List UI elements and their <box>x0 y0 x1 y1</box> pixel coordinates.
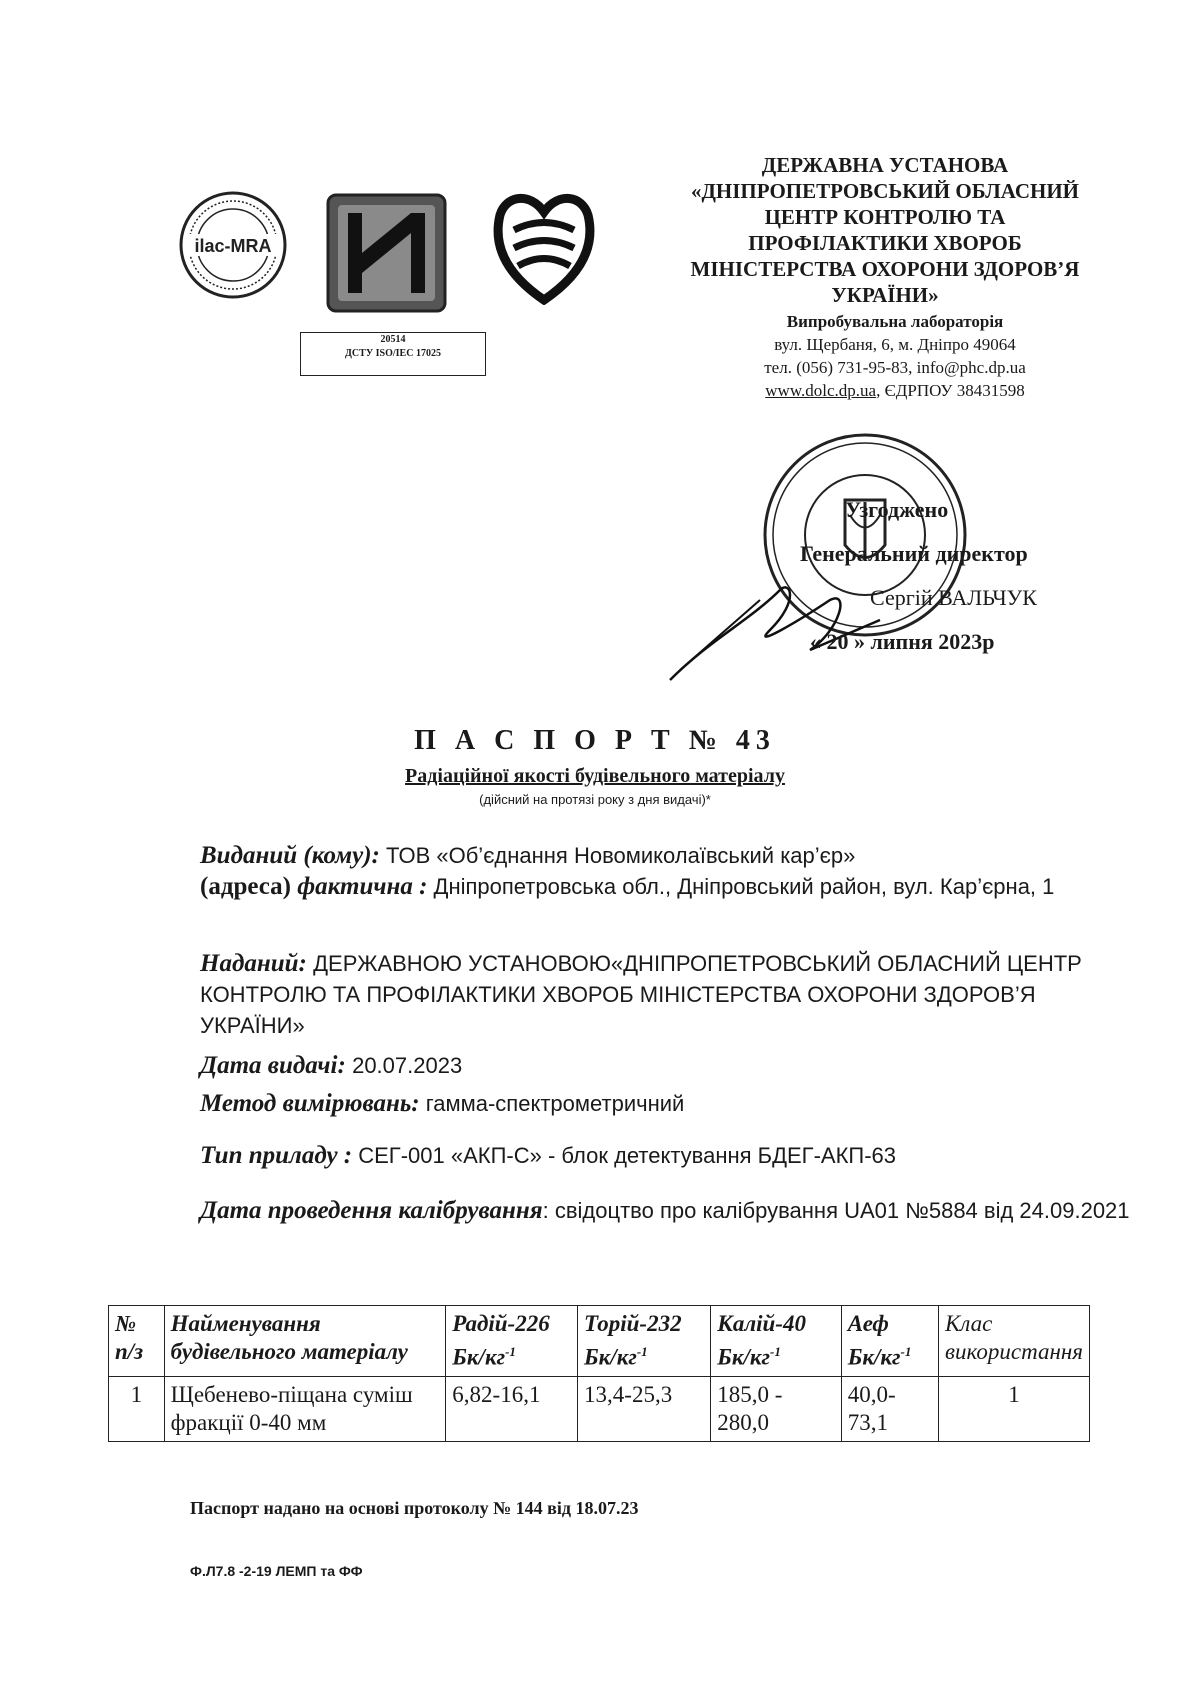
header-thorium <box>578 1306 711 1377</box>
issue-date-line <box>200 1050 1130 1081</box>
issued-to-line <box>200 840 1130 902</box>
method-line <box>200 1088 1130 1119</box>
org-line: ЦЕНТР КОНТРОЛЮ ТА <box>764 205 1006 229</box>
aef-label: Аеф <box>847 1311 889 1336</box>
unit-label: Бк/кг <box>847 1344 901 1370</box>
table-row <box>109 1376 1090 1441</box>
approval-position: Генеральний директор <box>800 541 1028 566</box>
cell-thorium: 13,4-25,3 <box>578 1376 711 1441</box>
unit-exp: -1 <box>505 1344 516 1359</box>
table-header-row <box>109 1306 1090 1377</box>
passport-title: П А С П О Р Т № 43 <box>414 725 776 756</box>
calib-label: Дата проведення калібрування <box>200 1197 543 1224</box>
org-line: УКРАЇНИ» <box>831 283 939 307</box>
issued-to-value: ТОВ «Об’єднання Новомиколаївський кар’єр» <box>379 843 856 868</box>
thorium-label: Торій-232 <box>584 1311 682 1336</box>
unit-label: Бк/кг <box>584 1344 637 1370</box>
header-aef <box>841 1306 938 1377</box>
approval-name: Сергій ВАЛЬЧУК <box>870 585 1037 610</box>
cell-num: 1 <box>109 1376 165 1441</box>
ilac-label: ilac-MRA <box>194 236 272 256</box>
approval-block <box>790 488 1100 664</box>
address-value: Дніпропетровська обл., Дніпровський район, вул. Кар’єрна, 1 <box>427 874 1055 899</box>
provided-by-line <box>200 948 1130 1041</box>
lab-address: вул. Щербаня, 6, м. Дніпро 49064 <box>774 335 1016 354</box>
laboratory-block <box>705 310 1085 402</box>
method-value: гамма-спектрометричний <box>419 1091 685 1116</box>
method-label: Метод вимірювань: <box>200 1090 420 1117</box>
date-value: 20.07.2023 <box>352 1053 463 1078</box>
header-radium <box>446 1306 578 1377</box>
cell-class: 1 <box>939 1376 1090 1441</box>
heart-shield-logo <box>490 190 598 305</box>
unit-label: Бк/кг <box>717 1344 771 1370</box>
calib-value: : свідоцтво про калібрування UA01 №5884 від 24.09.2021 <box>542 1198 1130 1223</box>
unit-label: Бк/кг <box>452 1344 506 1370</box>
radium-label: Радій-226 <box>452 1311 550 1336</box>
issued-to-label: Виданий (кому): <box>200 842 380 869</box>
unit-exp: -1 <box>636 1344 648 1359</box>
header-class: Клас використання <box>939 1306 1090 1377</box>
lab-edrpou: , ЄДРПОУ 38431598 <box>876 381 1025 400</box>
lab-name: Випробувальна лабораторія <box>786 312 1004 331</box>
unit-exp: -1 <box>900 1344 912 1359</box>
accreditation-certificate-box <box>300 332 486 376</box>
subtitle-text: Радіаційної якості будівельного матеріалу <box>405 765 785 787</box>
validity-note: (дійсний на протязі року з дня видачі)* <box>479 792 711 807</box>
unit-exp: -1 <box>770 1344 781 1359</box>
address-label-a: (адреса) <box>200 873 298 900</box>
calibration-line <box>200 1195 1130 1226</box>
ilac-mra-logo <box>178 190 288 300</box>
approval-date: « 20 » липня 2023р <box>810 629 995 654</box>
device-value: СЕГ-001 «АКП-С» - блок детектування БДЕГ-АКП-63 <box>352 1143 897 1168</box>
org-line: «ДНІПРОПЕТРОВСЬКИЙ ОБЛАСНИЙ <box>690 179 1080 203</box>
accreditation-logo <box>326 193 447 313</box>
cert-number: 20514 <box>380 334 406 345</box>
address-label-b: фактична : <box>297 873 428 900</box>
passport-subtitle <box>0 765 1190 788</box>
org-line: ДЕРЖАВНА УСТАНОВА <box>761 153 1009 177</box>
cert-standard: ДСТУ ISO/IEC 17025 <box>345 348 441 359</box>
lab-contacts: тел. (056) 731-95-83, info@phc.dp.ua <box>764 358 1026 377</box>
lab-site-link[interactable]: www.dolc.dp.ua <box>765 381 877 400</box>
provided-label: Наданий: <box>200 950 307 977</box>
form-code: Ф.Л7.8 -2-19 ЛЕМП та ФФ <box>190 1563 363 1579</box>
provided-value: ДЕРЖАВНОЮ УСТАНОВОЮ«ДНІПРОПЕТРОВСЬКИЙ ОБЛАСНИЙ ЦЕНТР КОНТРОЛЮ ТА ПРОФІЛАКТИКИ ХВОРОБ МІНІСТЕРСТВА ОХОРОНИ ЗДОРОВ’Я УКРАЇНИ» <box>200 951 1082 1038</box>
date-label: Дата видачі: <box>200 1052 346 1079</box>
header-num: № п/з <box>109 1306 165 1377</box>
cell-aef: 40,0-73,1 <box>841 1376 938 1441</box>
results-table <box>108 1305 1090 1442</box>
org-line: МІНІСТЕРСТВА ОХОРОНИ ЗДОРОВ’Я <box>690 257 1080 281</box>
org-line: ПРОФІЛАКТИКИ ХВОРОБ <box>748 231 1022 255</box>
device-line <box>200 1140 1130 1171</box>
cell-radium: 6,82-16,1 <box>446 1376 578 1441</box>
protocol-note: Паспорт надано на основі протоколу № 144 від 18.07.23 <box>190 1498 639 1518</box>
device-label: Тип приладу : <box>200 1142 353 1169</box>
potassium-label: Калій-40 <box>717 1311 806 1336</box>
cell-name: Щебенево-піщана суміш фракції 0-40 мм <box>164 1376 446 1441</box>
header-potassium <box>711 1306 842 1377</box>
cell-potassium: 185,0 - 280,0 <box>711 1376 842 1441</box>
header-name: Найменування будівельного матеріалу <box>164 1306 446 1377</box>
organization-name <box>650 152 1120 308</box>
approval-title: Узгоджено <box>845 497 949 522</box>
